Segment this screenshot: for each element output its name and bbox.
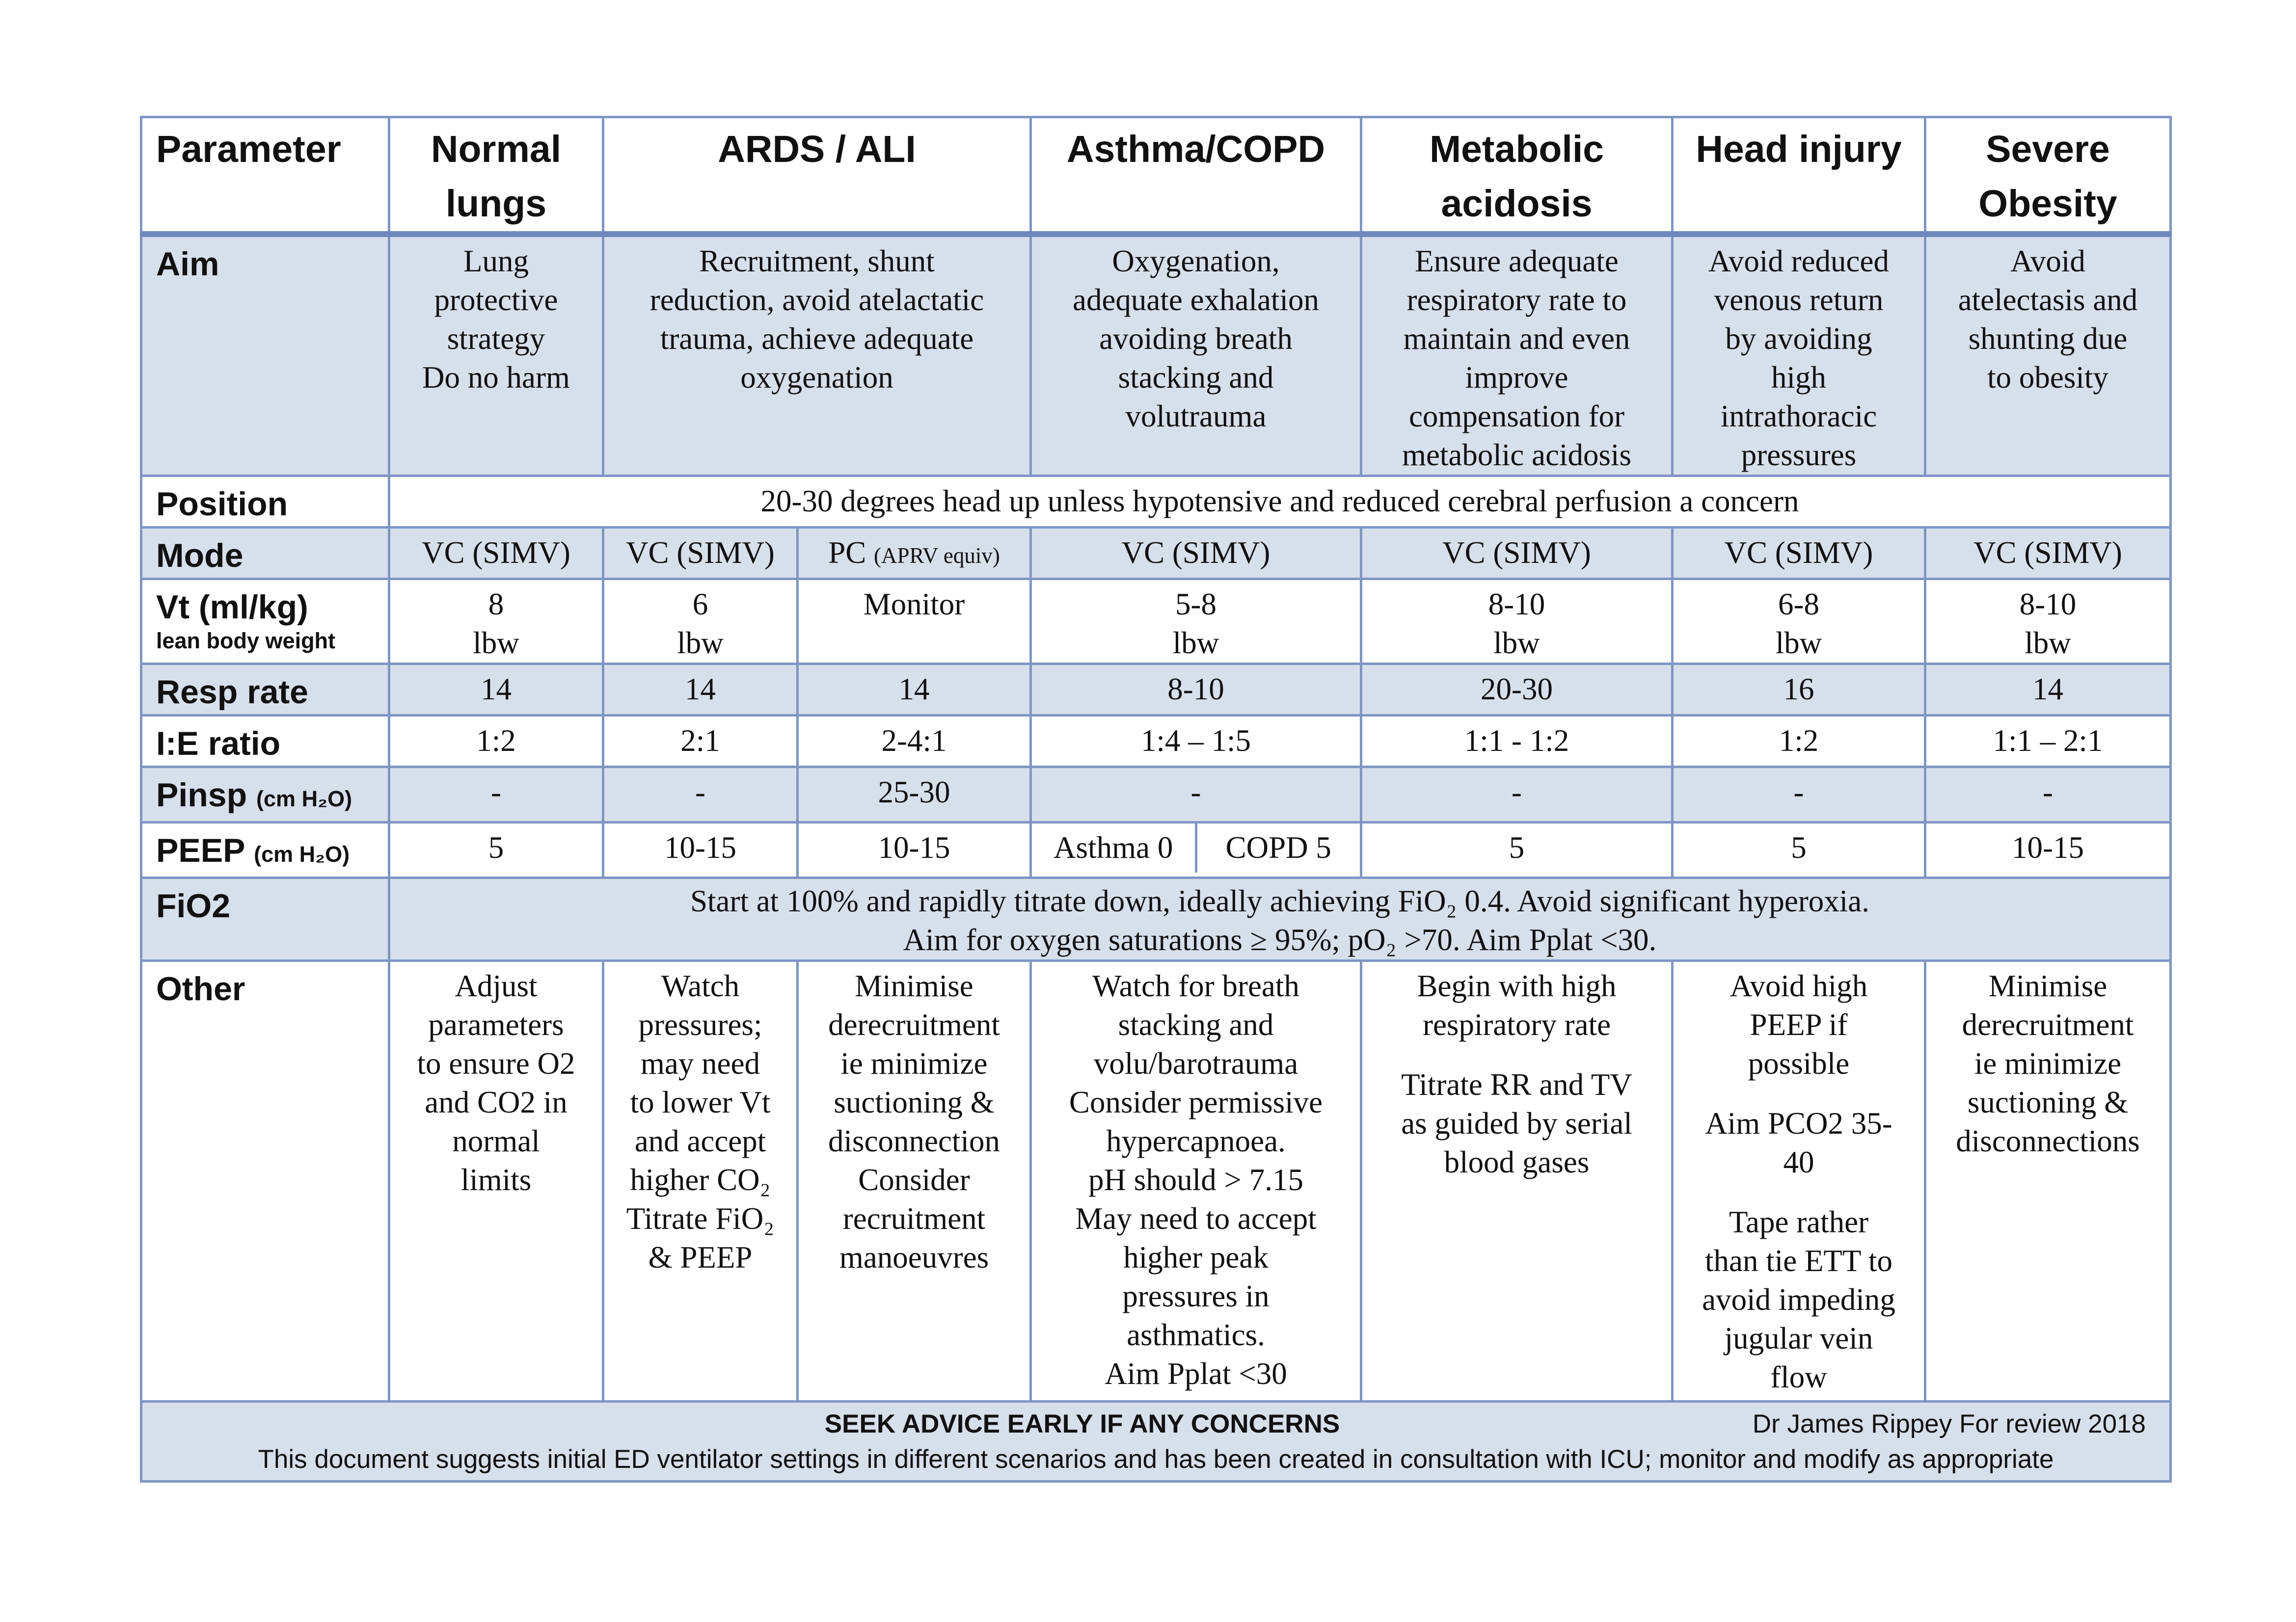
row-footer <box>141 1402 2171 1482</box>
row-resp-rate <box>141 664 2171 716</box>
mode-ards-pc <box>798 528 1031 579</box>
aim-severe-obesity: Avoid atelectasis and shunting due to obesity <box>1925 234 2171 476</box>
aim-asthma-copd: Oxygenation, adequate exhalation avoiding breath stacking and volutrauma <box>1031 234 1361 476</box>
pinsp-normal-lungs: - <box>389 767 603 823</box>
header-asthma-copd: Asthma/COPD <box>1031 117 1361 235</box>
other-head-p1: Avoid high PEEP if possible <box>1729 969 1868 1081</box>
pinsp-unit: (cm H₂O) <box>256 786 352 811</box>
other-metabolic-acidosis <box>1361 961 1673 1402</box>
peep-normal-lungs: 5 <box>389 823 603 878</box>
mode-asthma-copd: VC (SIMV) <box>1031 528 1361 579</box>
ie-asthma-copd: 1:4 – 1:5 <box>1031 716 1361 767</box>
row-label-fio2: FiO2 <box>141 878 389 961</box>
header-head-injury: Head injury <box>1673 117 1925 235</box>
row-label-other: Other <box>141 961 389 1402</box>
row-other <box>141 961 2171 1402</box>
mode-normal-lungs: VC (SIMV) <box>389 528 603 579</box>
mode-ards-pc-text: PC <box>828 535 866 570</box>
pinsp-severe-obesity: - <box>1925 767 2171 823</box>
row-fio2 <box>141 878 2171 961</box>
other-metabolic-p2: Titrate RR and TV as guided by serial blood gases <box>1401 1067 1632 1179</box>
other-ards-vc: Watch pressures; may need to lower Vt and accept higher CO₂ Titrate FiO₂ & PEEP <box>603 961 798 1402</box>
aim-normal-lungs: Lung protective strategy Do no harm <box>389 234 603 476</box>
header-severe-obesity: Severe Obesity <box>1925 117 2171 235</box>
mode-head-injury: VC (SIMV) <box>1673 528 1925 579</box>
footer <box>141 1402 2171 1482</box>
pinsp-ards-pc: 25-30 <box>798 767 1031 823</box>
ie-normal-lungs: 1:2 <box>389 716 603 767</box>
peep-unit: (cm H₂O) <box>254 842 350 867</box>
vt-normal-lungs: 8 lbw <box>389 579 603 664</box>
peep-asthma: Asthma 0 <box>1032 824 1197 873</box>
fio2-line-2: Aim for oxygen saturations ≥ 95%; pO₂ >70. Aim Pplat <30. <box>903 923 1657 957</box>
header-normal-lungs: Normal lungs <box>389 117 603 235</box>
row-label-position: Position <box>141 476 389 528</box>
header-parameter: Parameter <box>141 117 389 235</box>
footer-author: Dr James Rippey For review 2018 <box>1752 1409 2146 1438</box>
other-metabolic-p1: Begin with high respiratory rate <box>1417 969 1617 1042</box>
row-position <box>141 476 2171 528</box>
ie-ards-vc: 2:1 <box>603 716 798 767</box>
row-peep <box>141 823 2171 878</box>
aim-head-injury: Avoid reduced venous return by avoiding high intrathoracic pressures <box>1673 234 1925 476</box>
resp-ards-pc: 14 <box>798 664 1031 716</box>
pinsp-asthma-copd: - <box>1031 767 1361 823</box>
resp-normal-lungs: 14 <box>389 664 603 716</box>
header-ards-ali: ARDS / ALI <box>603 117 1031 235</box>
peep-ards-pc: 10-15 <box>798 823 1031 878</box>
other-normal-lungs: Adjust parameters to ensure O2 and CO2 in normal limits <box>389 961 603 1402</box>
row-label-resp-rate: Resp rate <box>141 664 389 716</box>
vt-label-text: Vt (ml/kg) <box>156 588 308 626</box>
vt-metabolic-acidosis: 8-10 lbw <box>1361 579 1673 664</box>
row-label-vt <box>141 579 389 664</box>
other-head-injury <box>1673 961 1925 1402</box>
resp-metabolic-acidosis: 20-30 <box>1361 664 1673 716</box>
header-metabolic-acidosis: Metabolic acidosis <box>1361 117 1673 235</box>
aim-metabolic-acidosis: Ensure adequate respiratory rate to maintain and even improve compensation for metabolic acidosis <box>1361 234 1673 476</box>
row-mode <box>141 528 2171 579</box>
ventilator-settings-document <box>140 116 2169 1483</box>
row-label-pinsp <box>141 767 389 823</box>
row-label-aim: Aim <box>141 234 389 476</box>
other-asthma-copd: Watch for breath stacking and volu/barotrauma Consider permissive hypercapnoea. pH should > 7.15 May need to accept higher peak pressures in asthmatics. Aim Pplat <30 <box>1031 961 1361 1402</box>
peep-severe-obesity: 10-15 <box>1925 823 2171 878</box>
peep-metabolic-acidosis: 5 <box>1361 823 1673 878</box>
peep-copd: COPD 5 <box>1225 830 1331 865</box>
peep-label-text: PEEP <box>156 832 245 869</box>
vt-head-injury: 6-8 lbw <box>1673 579 1925 664</box>
resp-asthma-copd: 8-10 <box>1031 664 1361 716</box>
mode-ards-vc: VC (SIMV) <box>603 528 798 579</box>
header-row <box>141 117 2171 235</box>
ie-severe-obesity: 1:1 – 2:1 <box>1925 716 2171 767</box>
other-head-p3: Tape rather than tie ETT to avoid impeding jugular vein flow <box>1702 1205 1895 1394</box>
vt-asthma-copd: 5-8 lbw <box>1031 579 1361 664</box>
row-label-mode: Mode <box>141 528 389 579</box>
peep-head-injury: 5 <box>1673 823 1925 878</box>
fio2-line-1: Start at 100% and rapidly titrate down, ideally achieving FiO₂ 0.4. Avoid significant hyperoxia. <box>690 884 1870 918</box>
pinsp-ards-vc: - <box>603 767 798 823</box>
other-ards-pc: Minimise derecruitment ie minimize suctioning & disconnection Consider recruitment manoeuvres <box>798 961 1031 1402</box>
pinsp-metabolic-acidosis: - <box>1361 767 1673 823</box>
mode-ards-pc-note: (APRV equiv) <box>874 543 1000 568</box>
ie-head-injury: 1:2 <box>1673 716 1925 767</box>
row-label-peep <box>141 823 389 878</box>
vt-severe-obesity: 8-10 lbw <box>1925 579 2171 664</box>
footer-note: This document suggests initial ED ventilator settings in different scenarios and has been created in consultation with ICU; monitor and modify as appropriate <box>258 1445 2054 1474</box>
fio2-text <box>389 878 2171 961</box>
mode-metabolic-acidosis: VC (SIMV) <box>1361 528 1673 579</box>
ie-ards-pc: 2-4:1 <box>798 716 1031 767</box>
footer-advice-text: SEEK ADVICE EARLY IF ANY CONCERNS <box>824 1409 1340 1438</box>
pinsp-label-text: Pinsp <box>156 776 247 814</box>
ie-metabolic-acidosis: 1:1 - 1:2 <box>1361 716 1673 767</box>
pinsp-head-injury: - <box>1673 767 1925 823</box>
peep-ards-vc: 10-15 <box>603 823 798 878</box>
other-head-p2: Aim PCO2 35- 40 <box>1705 1106 1892 1179</box>
position-text: 20-30 degrees head up unless hypotensive and reduced cerebral perfusion a concern <box>389 476 2171 528</box>
other-severe-obesity: Minimise derecruitment ie minimize suctioning & disconnections <box>1925 961 2171 1402</box>
peep-asthma-copd-split <box>1032 824 1360 873</box>
vt-sublabel: lean body weight <box>156 628 336 653</box>
resp-ards-vc: 14 <box>603 664 798 716</box>
row-label-ie-ratio: I:E ratio <box>141 716 389 767</box>
row-aim <box>141 234 2171 476</box>
mode-severe-obesity: VC (SIMV) <box>1925 528 2171 579</box>
vt-ards-pc: Monitor <box>798 579 1031 664</box>
vt-ards-vc: 6 lbw <box>603 579 798 664</box>
row-ie-ratio <box>141 716 2171 767</box>
resp-severe-obesity: 14 <box>1925 664 2171 716</box>
resp-head-injury: 16 <box>1673 664 1925 716</box>
aim-ards-ali: Recruitment, shunt reduction, avoid atelactatic trauma, achieve adequate oxygenation <box>603 234 1031 476</box>
row-vt <box>141 579 2171 664</box>
ventilator-settings-table <box>140 116 2172 1483</box>
peep-asthma-copd <box>1031 823 1361 878</box>
row-pinsp <box>141 767 2171 823</box>
